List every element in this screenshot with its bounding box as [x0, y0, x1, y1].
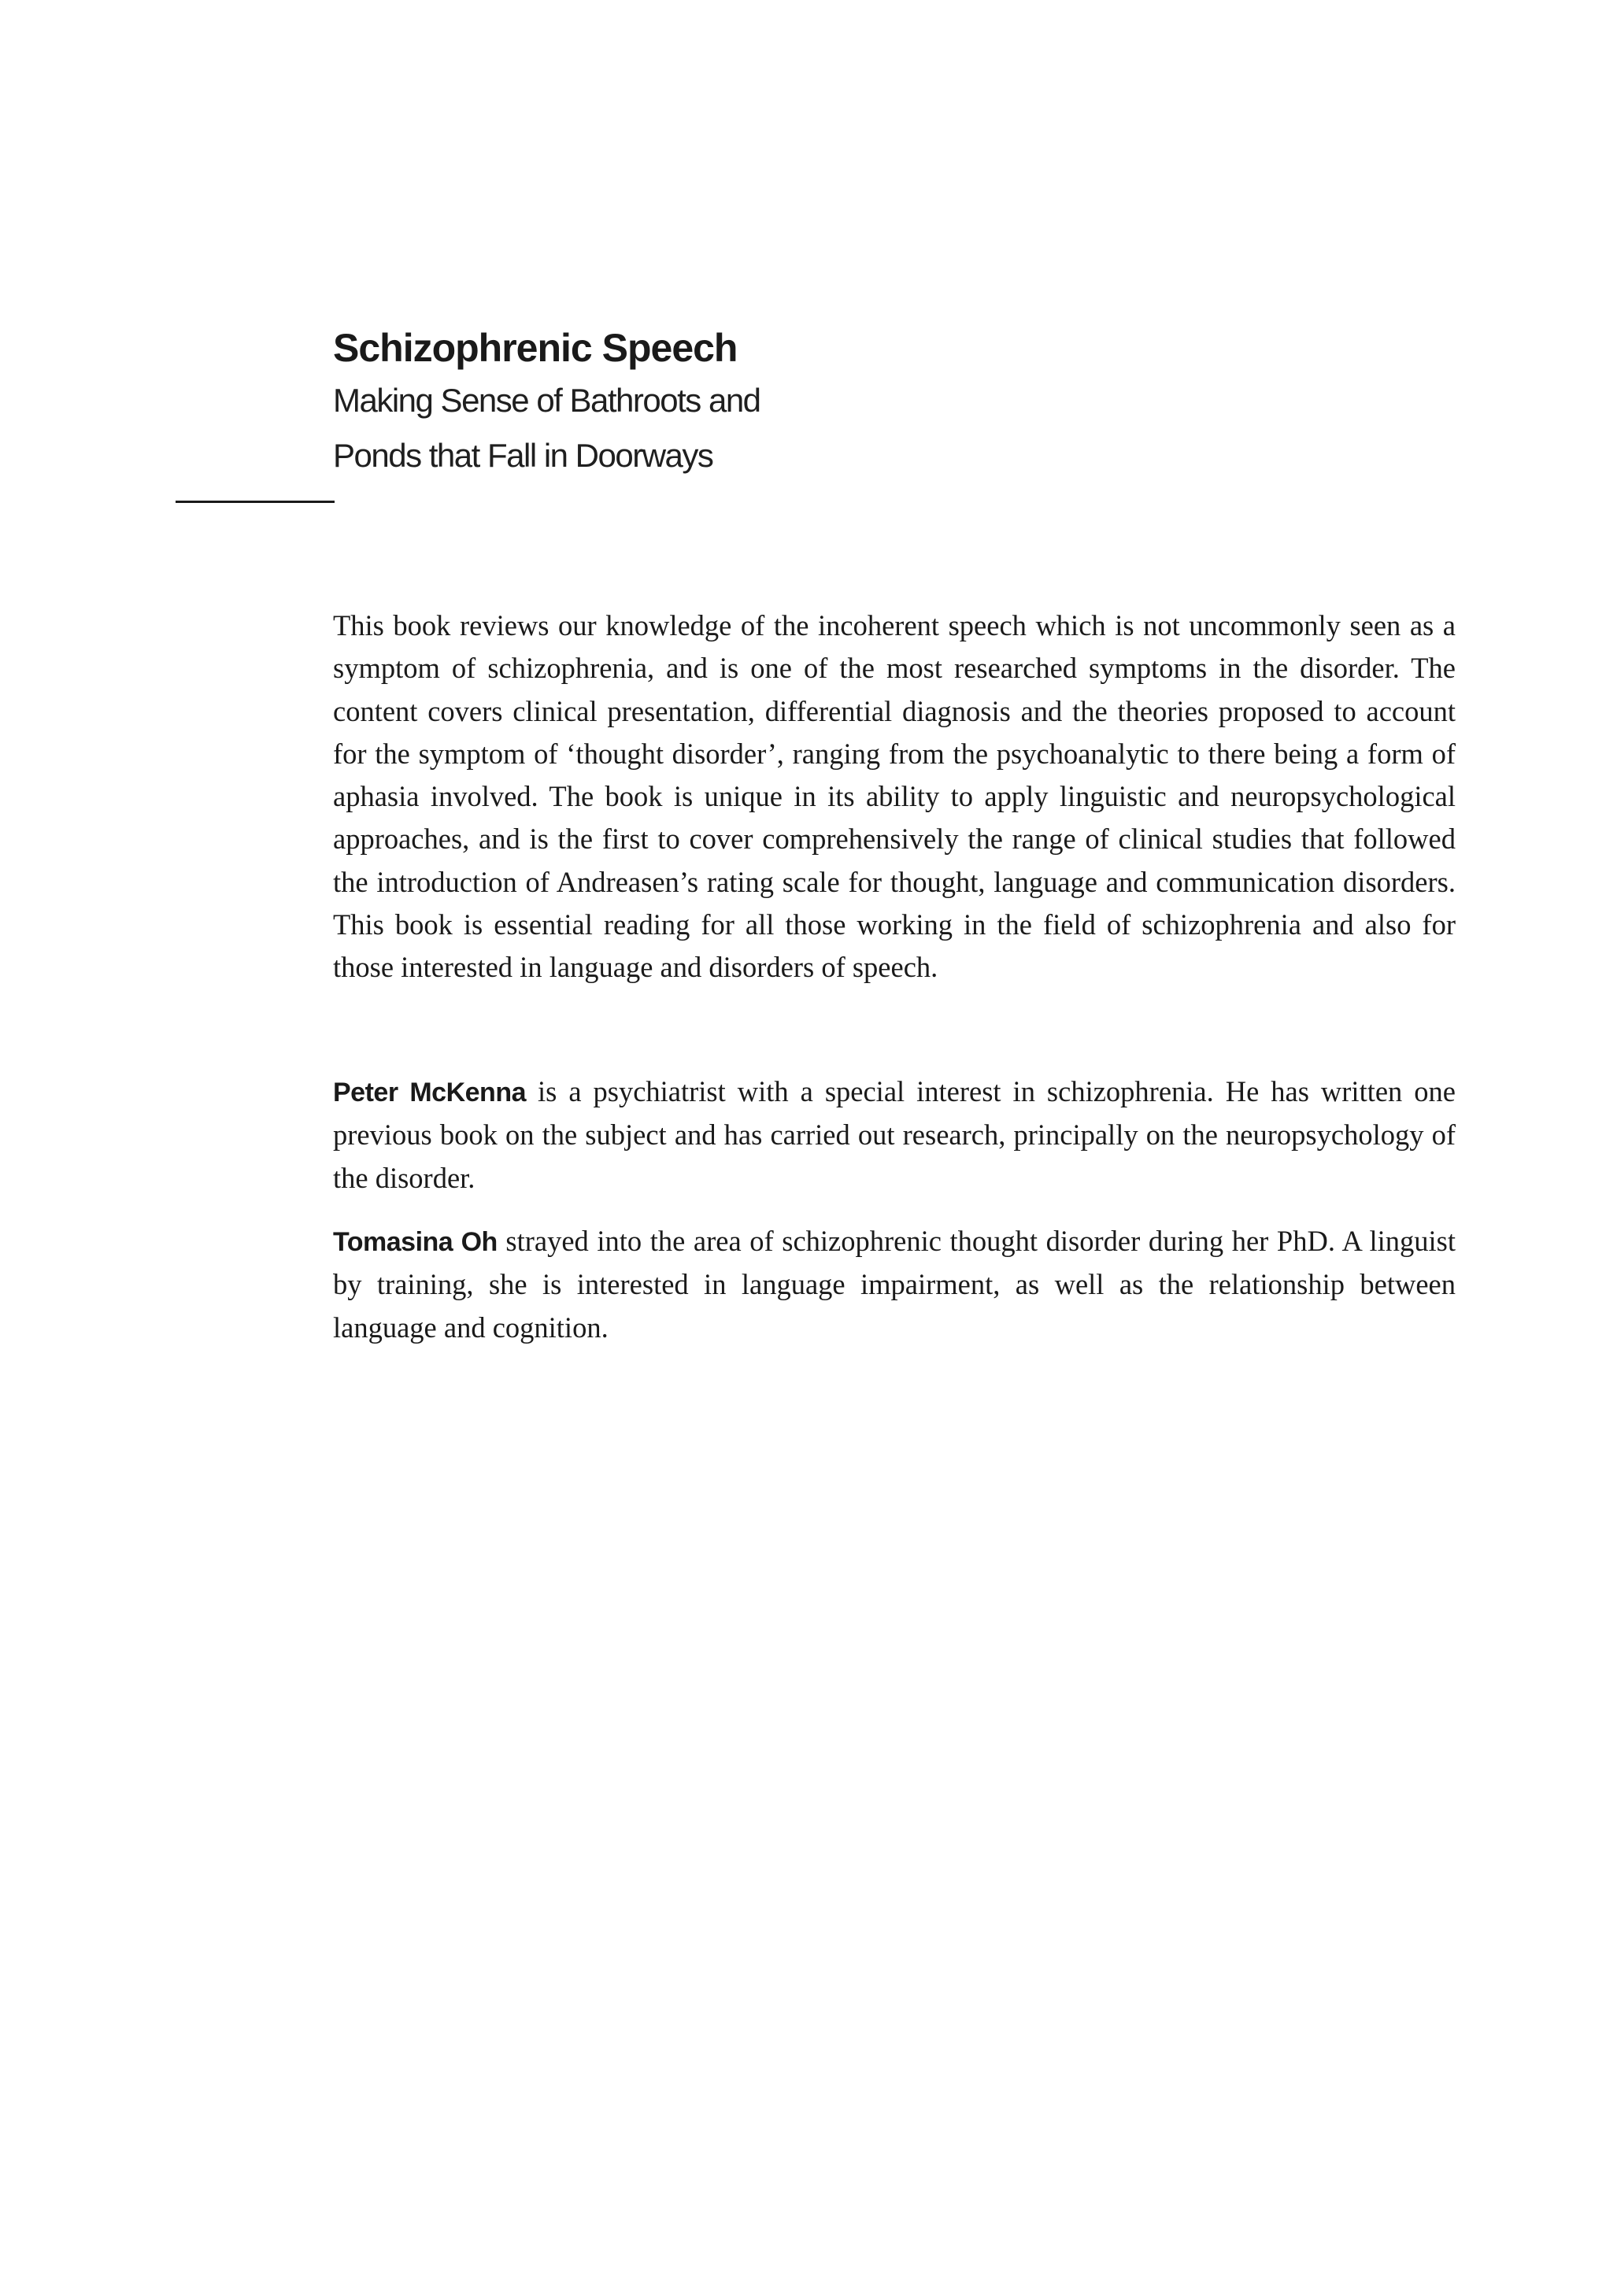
author-bio-oh [333, 1220, 1456, 1349]
author-bio-text: is a psychiatrist with a special interest in schizophrenia. He has written one previous book on the subject and has carried out research, principally on the neuropsychology of the disorder. [333, 1075, 1456, 1194]
author-bio-text: strayed into the area of schizophrenic thought disorder during her PhD. A linguist by training, she is interested in language impairment, as well as the relationship between language and cognition. [333, 1225, 1456, 1344]
book-subtitle [333, 373, 760, 483]
subtitle-line-2: Ponds that Fall in Doorways [333, 437, 713, 474]
book-description: This book reviews our knowledge of the incoherent speech which is not uncommonly seen as a symptom of schizophrenia, and is one of the most researched symptoms in the disorder. The content covers clinical presentation, differential diagnosis and the theories proposed to account for the symptom of ‘thought disorder’, ranging from the psychoanalytic to there being a form of aphasia involved. The book is unique in its ability to apply linguistic and neuropsychological approaches, and is the first to cover comprehensively the range of clinical studies that followed the introduction of Andreasen’s rating scale for thought, language and communication disorders. This book is essential reading for all those working in the field of schizophrenia and also for those interested in language and disorders of speech. [333, 609, 1456, 984]
title-divider [176, 501, 335, 503]
subtitle-line-1: Making Sense of Bathroots and [333, 382, 760, 419]
author-name: Tomasina Oh [333, 1227, 498, 1257]
book-title: Schizophrenic Speech [333, 326, 738, 370]
author-bio-mckenna [333, 1070, 1456, 1200]
author-name: Peter McKenna [333, 1078, 526, 1107]
